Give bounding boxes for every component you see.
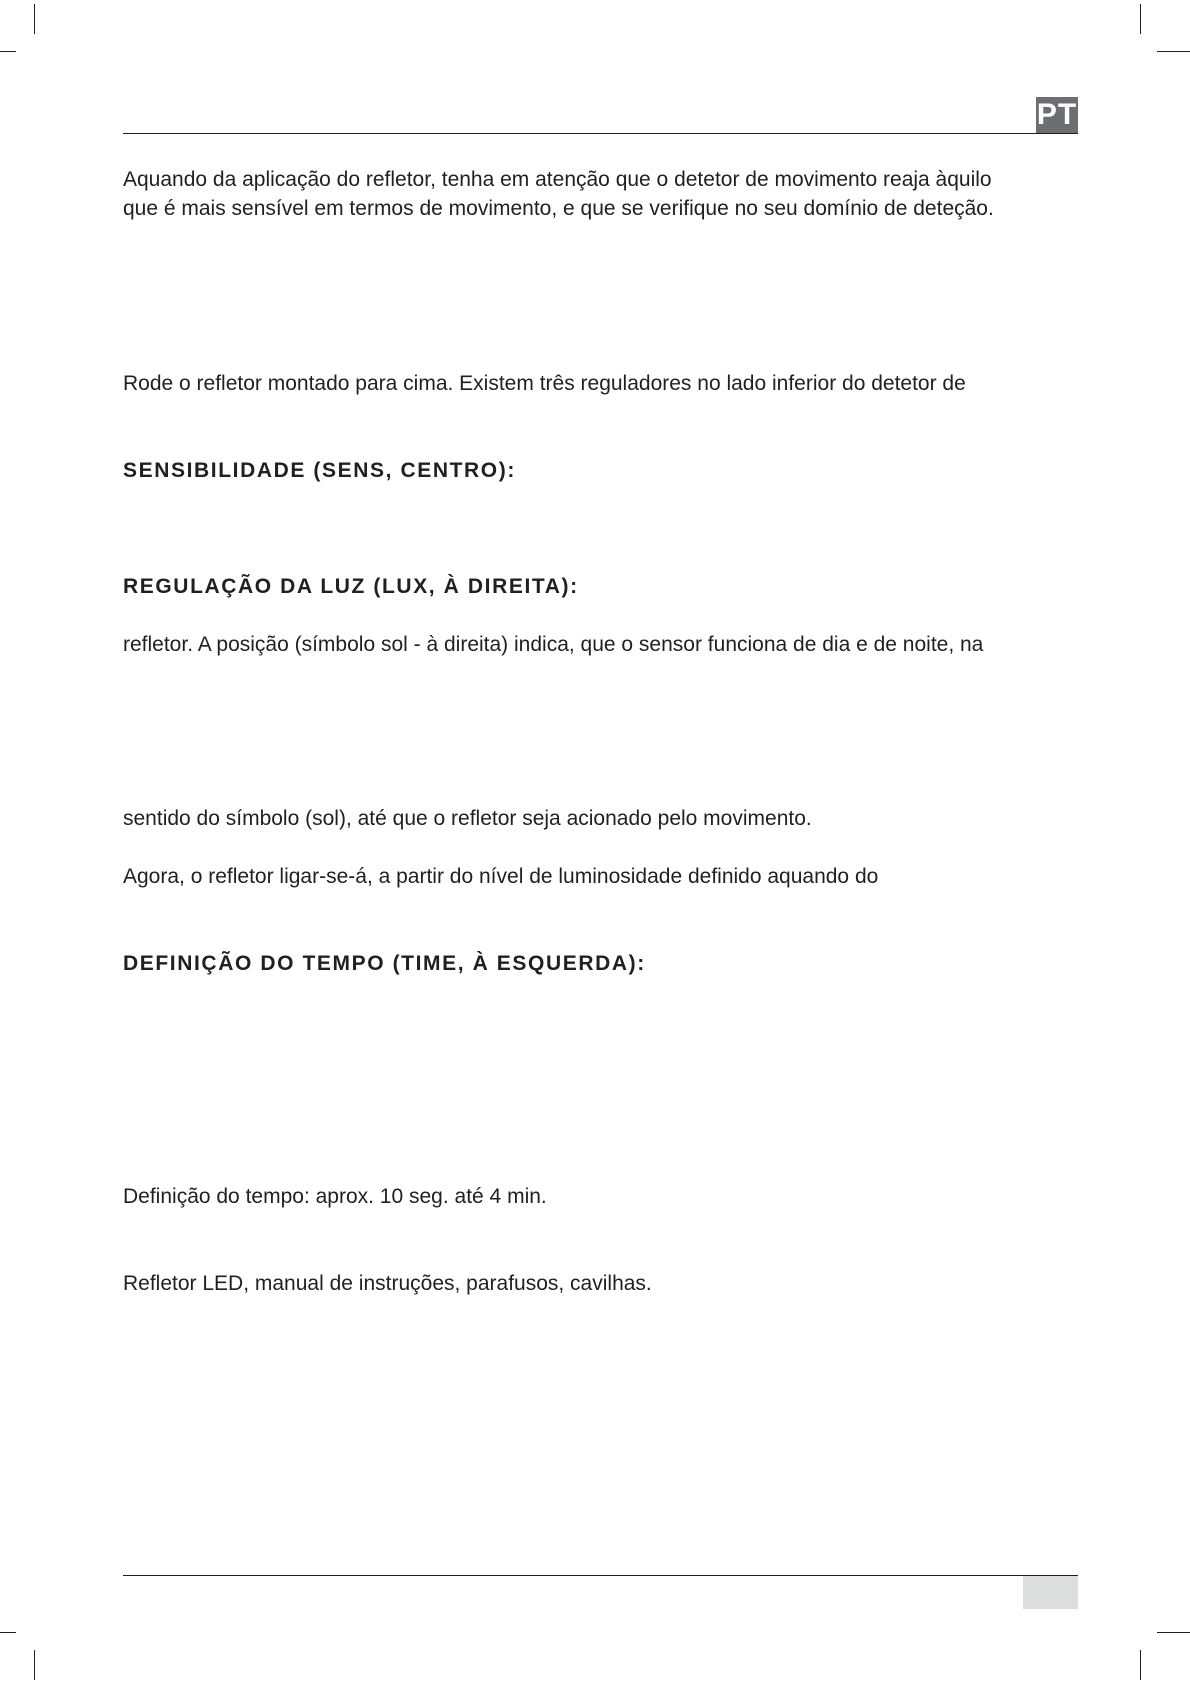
- crop-mark: [0, 51, 16, 52]
- footer-rule: [123, 1575, 1078, 1576]
- crop-mark: [1157, 51, 1190, 52]
- now-text: Agora, o refletor ligar-se-á, a partir do nível de luminosidade definido aquando do: [123, 865, 879, 888]
- crop-mark: [34, 1650, 35, 1680]
- intro-line-2: que é mais sensível em termos de movimento, e que se verifique no seu domínio de deteção.: [123, 197, 994, 220]
- crop-mark: [0, 1632, 16, 1633]
- crop-mark: [1157, 1632, 1190, 1633]
- time-setting-text: Definição do tempo: aprox. 10 seg. até 4 min.: [123, 1185, 547, 1208]
- light-regulation-text: refletor. A posição (símbolo sol - à direita) indica, que o sensor funciona de dia e de noite, na: [123, 633, 984, 656]
- page-number-box: [1023, 1576, 1078, 1609]
- heading-light-regulation: REGULAÇÃO DA LUZ (LUX, À DIREITA):: [123, 575, 579, 598]
- crop-mark: [34, 4, 35, 34]
- intro-line-1: Aquando da aplicação do refletor, tenha em atenção que o detetor de movimento reaja àquilo: [123, 168, 992, 191]
- symbol-text: sentido do símbolo (sol), até que o refletor seja acionado pelo movimento.: [123, 807, 812, 830]
- package-contents: Refletor LED, manual de instruções, parafusos, cavilhas.: [123, 1272, 652, 1295]
- heading-sensitivity: SENSIBILIDADE (SENS, CENTRO):: [123, 459, 516, 482]
- heading-time-setting: DEFINIÇÃO DO TEMPO (TIME, À ESQUERDA):: [123, 952, 646, 975]
- language-badge: PT: [1036, 98, 1078, 131]
- crop-mark: [1140, 1650, 1141, 1680]
- header-rule: [123, 133, 1078, 134]
- crop-mark: [1140, 4, 1141, 34]
- rotate-instruction: Rode o refletor montado para cima. Existem três reguladores no lado inferior do detetor de: [123, 372, 966, 395]
